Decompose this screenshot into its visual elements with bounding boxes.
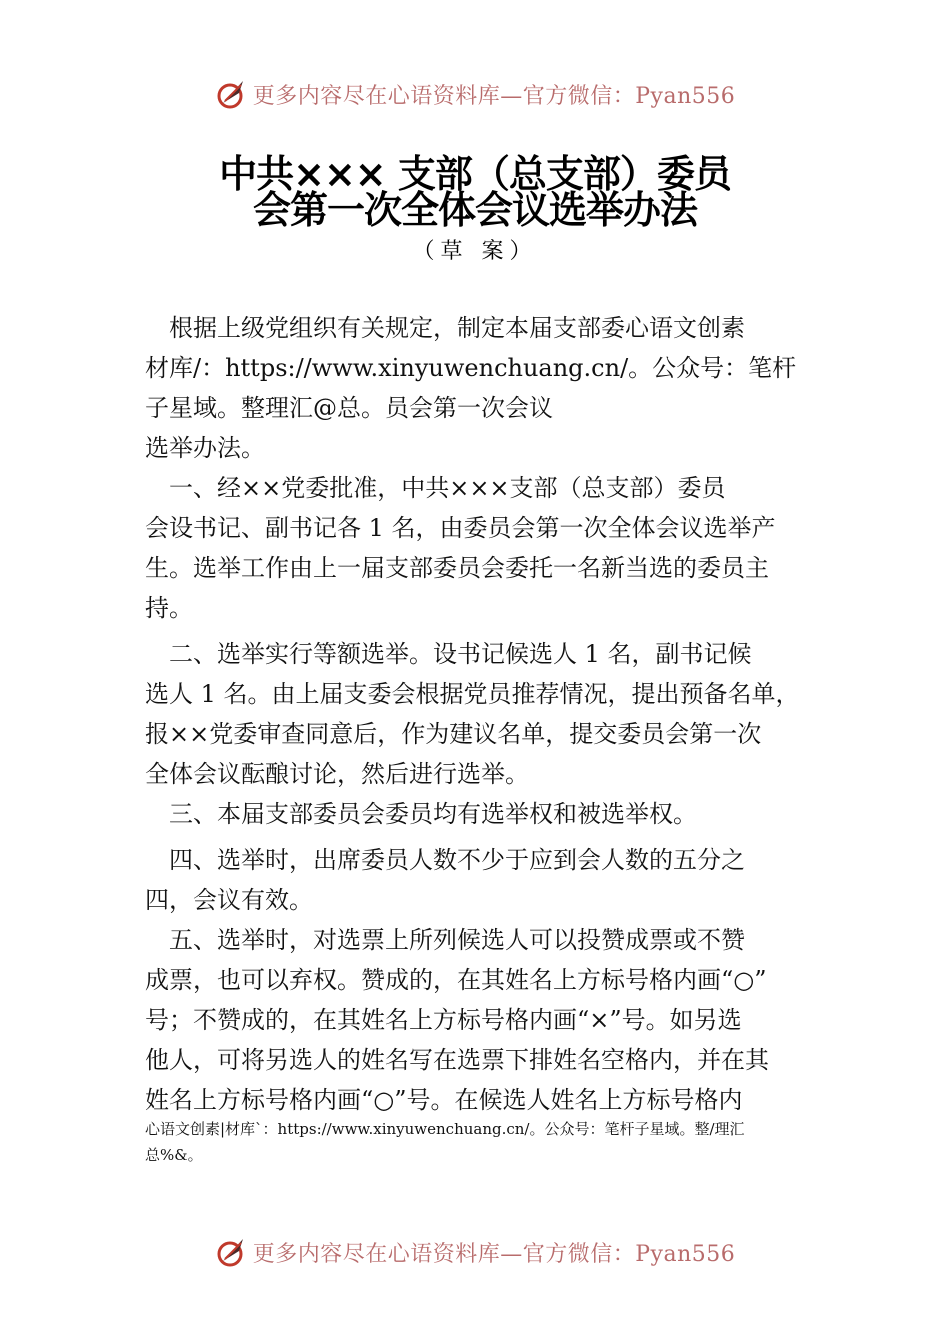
body-line: 姓名上方标号格内画“○”号。在候选人姓名上方标号格内 (145, 1086, 743, 1114)
quill-logo-icon (215, 77, 249, 111)
page-footnote (145, 1116, 825, 1168)
body-line: 三、本届支部委员会委员均有选举权和被选举权。 (145, 800, 697, 828)
body-line: 全体会议酝酿讨论，然后进行选举。 (145, 760, 529, 788)
document-title (0, 152, 950, 232)
body-line: 生。选举工作由上一届支部委员会委托一名新当选的委员主 (145, 554, 769, 582)
body-line: 选举办法。 (145, 434, 265, 462)
body-line: 子星域。整理汇@总。员会第一次会议 (145, 394, 553, 422)
document-subtitle: （草 案） (412, 239, 538, 264)
banner-text: 更多内容尽在心语资料库—官方微信：Pyan556 (252, 1241, 736, 1267)
title-line-2: 会第一次全体会议选举办法 (252, 188, 697, 232)
body-line: 号；不赞成的，在其姓名上方标号格内画“×”号。如另选 (145, 1006, 742, 1034)
body-line: 报××党委审查同意后，作为建议名单，提交委员会第一次 (145, 720, 762, 748)
body-line: 他人，可将另选人的姓名写在选票下排姓名空格内，并在其 (145, 1046, 769, 1074)
body-line: 四，会议有效。 (145, 886, 313, 914)
body-line: 会设书记、副书记各 1 名，由委员会第一次全体会议选举产 (145, 514, 776, 542)
quill-logo-icon (215, 1235, 249, 1269)
body-line: 四、选举时，出席委员人数不少于应到会人数的五分之 (145, 846, 745, 874)
header-banner (0, 72, 950, 116)
banner-text: 更多内容尽在心语资料库—官方微信：Pyan556 (252, 83, 736, 109)
document-body (145, 308, 810, 1120)
body-line: 一、经××党委批准，中共×××支部（总支部）委员 (145, 474, 726, 502)
body-line: 持。 (145, 594, 193, 622)
body-line: 五、选举时，对选票上所列候选人可以投赞成票或不赞 (145, 926, 745, 954)
footnote-line-2: 总%&。 (145, 1146, 203, 1164)
body-line: 根据上级党组织有关规定，制定本届支部委心语文创素 (145, 314, 745, 342)
body-line: 成票，也可以弃权。赞成的，在其姓名上方标号格内画“○” (145, 966, 767, 994)
body-line: 选人 1 名。由上届支委会根据党员推荐情况，提出预备名单， (145, 680, 800, 708)
body-line: 二、选举实行等额选举。设书记候选人 1 名，副书记候 (145, 640, 752, 668)
body-line: 材库/：https://www.xinyuwenchuang.cn/。公众号：笔杆 (145, 354, 797, 382)
title-line-1: 中共××× 支部（总支部）委员 (219, 152, 731, 196)
footer-banner (0, 1230, 950, 1274)
footnote-line-1: 心语文创素|材库`：https://www.xinyuwenchuang.cn/。公众号：笔杆子星域。整/理汇 (145, 1120, 745, 1138)
